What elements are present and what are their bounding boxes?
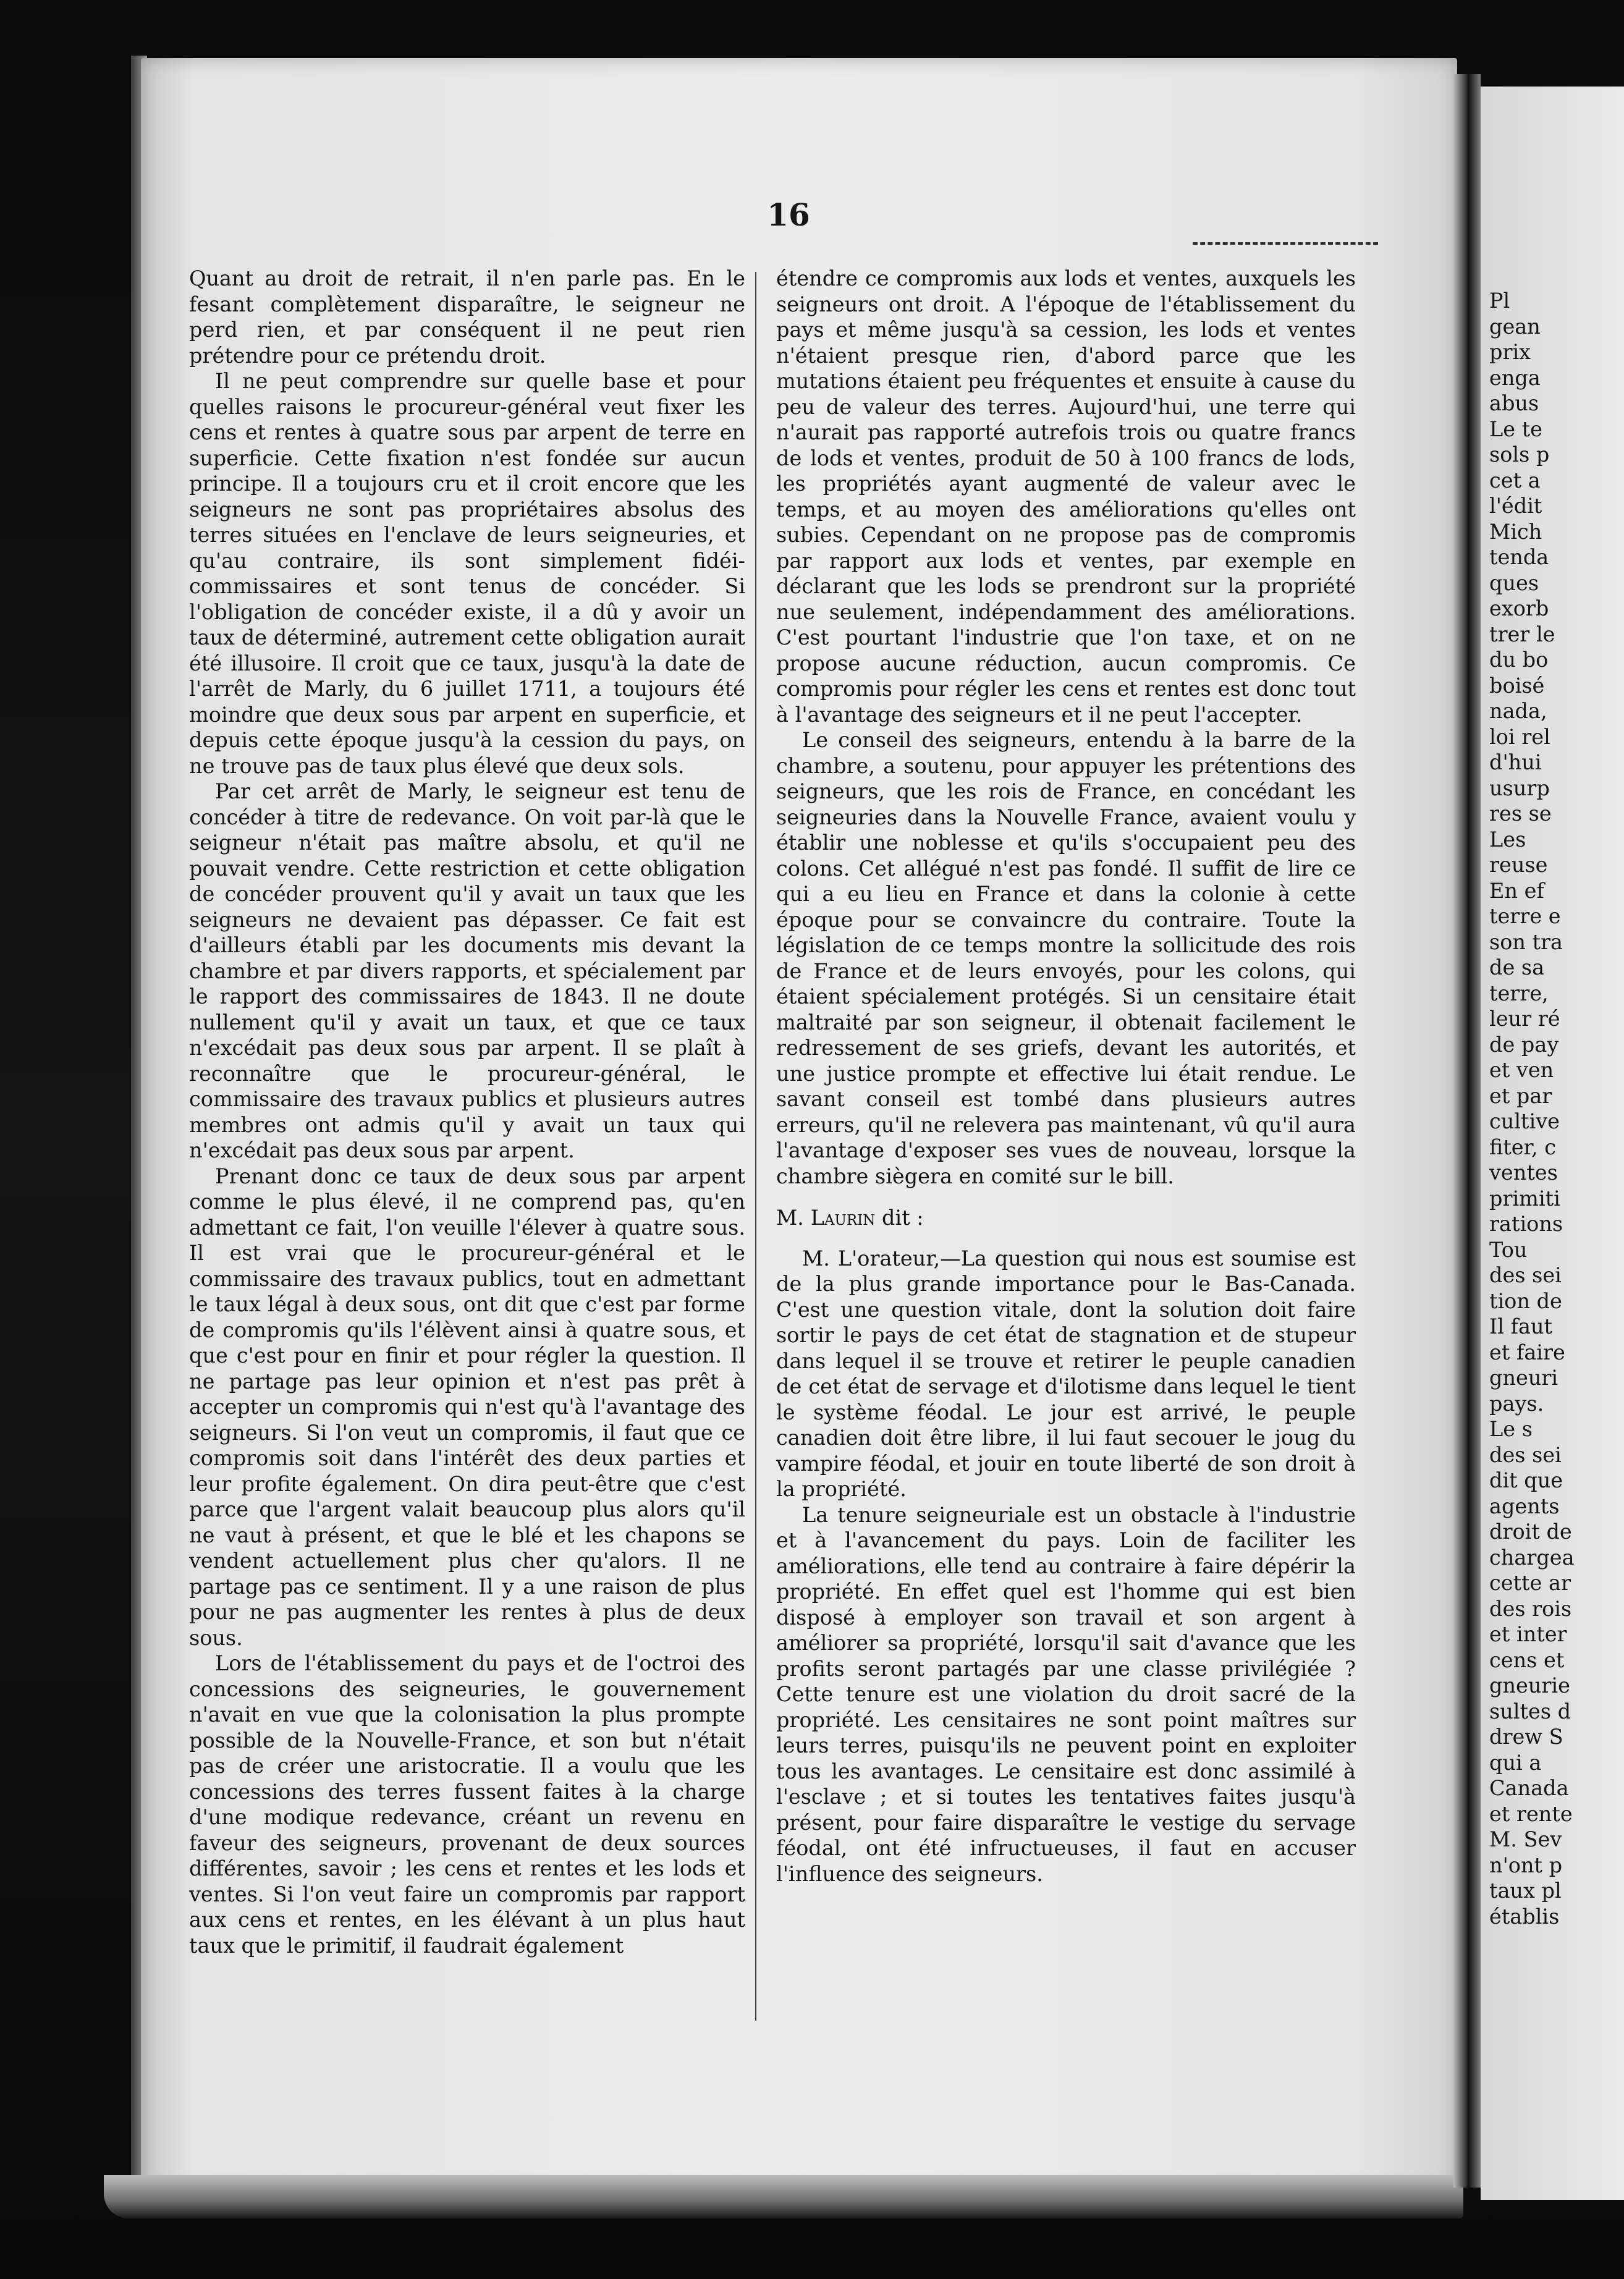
facing-page-line: Le te [1489,416,1543,441]
facing-page-line: drew S [1489,1725,1563,1749]
paragraph: Il ne peut comprendre sur quelle base et pour quelles raisons le procureur-général veut fixer les cens et rentes à quatre sous par arpent de terre en superficie. Cette fixation n'est fondée sur aucun principe. Il a toujours cru et il croit encore que les seigneurs ne sont pas propriétaires absolus des terres situées en l'enclave de leurs seigneuries, et qu'au contraire, ils sont simplement fidéi-commissaires et sont tenus de concéder. Si l'obligation de concéder existe, il a dû y avoir un taux de déterminé, autrement cette obligation aurait été illusoire. Il croit que ce taux, jusqu'à la date de l'arrêt de Marly, du 6 juillet 1711, a toujours été moindre que deux sous par arpent en superficie, et depuis cette époque jusqu'à la cession du pays, on ne trouve pas de taux plus élevé que deux sols. [189,369,745,778]
facing-page-line: qui a [1489,1750,1542,1775]
facing-page-line: gneuri [1489,1366,1558,1390]
facing-page-line: enga [1489,365,1541,390]
facing-page-line: ventes [1489,1161,1558,1185]
paragraph: étendre ce compromis aux lods et ventes, auxquels les seigneurs ont droit. A l'époque de l'établissement du pays et même jusqu'à sa cession, les lods et ventes n'étaient presque rien, d'abord parce que les mutations étaient peu fréquentes et ensuite à cause du peu de valeur des terres. Aujourd'hui, une terre qui n'aurait pas rapporté autrefois trois ou quatre francs de lods et ventes, produit de 50 à 100 francs de lods, les propriétés ayant augmenté de valeur avec le temps, et au moyen des améliorations qu'elles ont subies. Cependant on ne propose pas de compromis par rapport aux lods et ventes, par exemple en déclarant que les lods se prendront sur la propriété nue seulement, indépendamment des améliorations. C'est pourtant l'industrie que l'on taxe, et on ne propose aucune réduction, aucun compromis. Ce compromis pour régler les cens et rentes est donc tout à l'avantage des seigneurs et il ne peut l'accepter. [776,266,1356,727]
facing-page-line: reuse [1489,853,1548,877]
facing-page-line: cette ar [1489,1571,1571,1595]
paragraph: Lors de l'établissement du pays et de l'octroi des concessions des seigneuries, le gouvernement n'avait en vue que la colonisation la plus prompte possible de la Nouvelle-France, et son but n'était pas de créer une aristocratie. Il a voulu que les concessions des terres fussent faites à la charge d'une modique redevance, créant un revenu en faveur des seigneurs, provenant de deux sources différentes, savoir ; les cens et rentes et les lods et ventes. Si l'on veut faire un compromis par rapport aux cens et rentes, en les élévant à un plus haut taux que le primitif, il faudrait également [189,1651,745,1958]
facing-page-line: Mich [1489,519,1542,544]
facing-page-line: des rois [1489,1596,1572,1621]
facing-page-line: agents [1489,1494,1560,1518]
facing-page-line: cens et [1489,1647,1565,1672]
facing-page-line: gneurie [1489,1673,1570,1698]
facing-page-line: rations [1489,1212,1563,1236]
facing-page-line: des sei [1489,1263,1562,1287]
book-gutter [1453,74,1481,2188]
facing-page-line: n'ont p [1489,1853,1563,1877]
speaker-suffix: dit : [875,1206,924,1230]
facing-page-line: et par [1489,1083,1552,1108]
facing-page-line: chargea [1489,1545,1575,1570]
facing-page-line: du bo [1489,648,1549,672]
page-bottom-curl [104,2175,1463,2218]
facing-page-line: M. Sev [1489,1827,1562,1851]
facing-page-line: Le s [1489,1417,1533,1441]
facing-page-line: tion de [1489,1288,1562,1313]
facing-page-line: établis [1489,1904,1560,1929]
facing-page-line: cet a [1489,468,1541,493]
facing-page-line: ques [1489,570,1539,595]
paragraph: La tenure seigneuriale est un obstacle à l'industrie et à l'avancement du pays. Loin de faciliter les améliorations, elle tend au contraire à faire dépérir la propriété. En effet quel est l'homme qui est bien disposé à employer son travail et son argent à améliorer sa propriété, lorsqu'il sait d'avance que les profits seront partagés par une classe privilégiée ? Cette tenure est une violation du droit sacré de la propriété. Les censitaires ne sont point maîtres sur leurs terres, puisqu'ils ne peuvent point en exploiter tous les avantages. Le censitaire est donc assimilé à l'esclave ; et si toutes les tentatives faites jusqu'à présent, pour faire disparaître le vestige du servage féodal, ont été infructueuses, il faut en accuser l'influence des seigneurs. [776,1502,1356,1886]
facing-page-line: pays. [1489,1391,1544,1416]
facing-page-line: gean [1489,314,1541,339]
facing-page-line: leur ré [1489,1007,1560,1031]
facing-page-line: taux pl [1489,1879,1562,1903]
facing-page-line: Canada [1489,1776,1569,1800]
facing-page-line: prix [1489,340,1531,364]
facing-page-line: En ef [1489,878,1544,903]
facing-page-line: et inter [1489,1622,1567,1646]
facing-page-line: et rente [1489,1801,1573,1826]
facing-page-line: sultes d [1489,1699,1571,1723]
facing-page-line: de sa [1489,955,1545,979]
facing-page-line: Tou [1489,1237,1528,1262]
speaker-name: Laurin [810,1206,876,1230]
paragraph: M. L'orateur,—La question qui nous est soumise est de la plus grande importance pour le Bas-Canada. C'est une question vitale, dont la solution doit faire sortir le pays de cet état de stagnation et de stupeur dans lequel il se trouve et retirer le peuple canadien de cet état de servage et d'ilotisme dans lequel le tient le système féodal. Le jour est arrivé, le peuple canadien doit être libre, il lui faut secouer le joug du vampire féodal, et jouir en toute liberté de son droit à la propriété. [776,1246,1356,1501]
facing-page-text [1489,288,1619,1929]
paragraph: Prenant donc ce taux de deux sous par arpent comme le plus élevé, il ne comprend pas, qu'en admettant ce fait, l'on veuille l'élever à quatre sous. Il est vrai que le procureur-général et le commissaire des travaux publics, tout en admettant le taux légal à deux sous, ont dit que c'est par forme de compromis qu'ils l'élèvent ainsi à quatre sous, et que c'est pour en finir et pour régler la question. Il ne partage pas leur opinion et n'est pas prêt à accepter un compromis qui n'est qu'à l'avantage des seigneurs. Si l'on veut un compromis, il faut que ce compromis soit dans l'intérêt des deux parties et leur profite également. On dira peut-être que c'est parce que l'argent valait beaucoup plus alors qu'il ne vaut à présent, et que le blé et les chapons se vendent actuellement plus cher qu'alors. Il ne partage pas ce sentiment. Il y a une raison de plus pour ne pas augmenter les rentes à plus de deux sous. [189,1164,745,1650]
left-text-column [189,266,745,1958]
facing-page-line: abus [1489,391,1539,415]
facing-page-line: fiter, c [1489,1135,1557,1159]
facing-page-line: usurp [1489,776,1550,800]
facing-page-line: et ven [1489,1058,1554,1082]
facing-page-line: cultive [1489,1109,1560,1133]
facing-page-line: sols p [1489,442,1550,467]
header-rule [1193,242,1378,248]
facing-page-line: droit de [1489,1520,1572,1544]
facing-page-line: boisé [1489,673,1545,698]
paragraph: Le conseil des seigneurs, entendu à la barre de la chambre, a soutenu, pour appuyer les prétentions des seigneurs, que les rois de France, en concédant les seigneuries dans la Nouvelle France, avaient voulu y établir une noblesse et qu'ils s'occupaient peu des colons. Cet allégué n'est pas fondé. Il suffit de lire ce qui a eu lieu en France et dans la colonie à cette époque pour se convaincre du contraire. Toute la législation de ce temps montre la sollicitude des rois de France et de leurs envoyés, pour les colons, qui étaient spécialement protégés. Si un censitaire était maltraité par son seigneur, il obtenait facilement le redressement de ses griefs, devant les autorités, et une justice prompte et effective lui était rendue. Le savant conseil est tombé dans plusieurs autres erreurs, qu'il ne relevera pas maintenant, vû qu'il aura l'avantage d'exposer ses vues de nouveau, lorsque la chambre siègera en comité sur le bill. [776,728,1356,1188]
right-text-column [776,266,1356,1887]
facing-page-line: terre, [1489,981,1549,1005]
facing-page-line: et faire [1489,1340,1565,1364]
facing-page-line: loi rel [1489,724,1550,749]
facing-page-line: dit que [1489,1468,1563,1492]
facing-page-line: trer le [1489,622,1555,646]
facing-page-line: tenda [1489,545,1549,569]
facing-page-line: exorb [1489,596,1549,620]
facing-page-line: Pl [1489,289,1510,313]
facing-page-line: des sei [1489,1442,1562,1467]
facing-page-line: nada, [1489,699,1547,723]
paragraph: Par cet arrêt de Marly, le seigneur est tenu de concéder à titre de redevance. On voit par-là que le seigneur n'était pas maître absolu, et qu'il ne pouvait vendre. Cette restriction et cette obligation de concéder prouvent qu'il y avait un taux que les seigneurs ne devaient pas dépasser. Ce fait est d'ailleurs établi par les documents mis devant la chambre et par divers rapports, et spécialement par le rapport des commissaires de 1843. Il ne doute nullement qu'il y avait un taux, et que ce taux n'excédait pas deux sous par arpent. Il se plaît à reconnaître que le procureur-général, le commissaire des travaux publics et plusieurs autres membres ont admis qu'il y avait un taux qui n'excédait pas deux sous par arpent. [189,779,745,1162]
paragraph: Quant au droit de retrait, il n'en parle pas. En le fesant complètement disparaître, le seigneur ne perd rien, et par conséquent il ne peut rien prétendre pour ce prétendu droit. [189,266,745,368]
facing-page-line: son tra [1489,929,1563,954]
facing-page-line: de pay [1489,1032,1559,1057]
facing-page-line: primiti [1489,1186,1560,1211]
facing-page-line: res se [1489,801,1552,826]
facing-page-line: l'édit [1489,494,1542,518]
speaker-heading [776,1205,1356,1231]
page-number: 16 [767,197,810,233]
speaker-prefix: M. [776,1206,811,1230]
column-divider [755,272,756,2021]
facing-page-line: terre e [1489,904,1561,928]
facing-page-line: d'hui [1489,750,1542,774]
facing-page-line: Il faut [1489,1314,1553,1338]
facing-page-line: Les [1489,827,1526,852]
